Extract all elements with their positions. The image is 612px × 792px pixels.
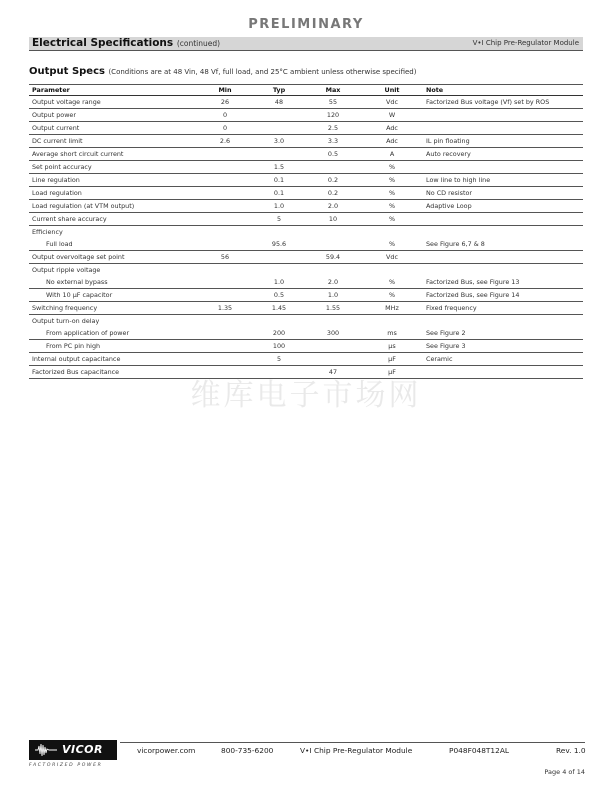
cell-parameter: No external bypass [29,276,197,289]
cell-max: 2.5 [305,122,361,135]
cell-note: Adaptive Loop [423,200,583,213]
cell-max [305,340,361,353]
cell-unit [361,315,423,328]
cell-parameter: Current share accuracy [29,213,197,226]
cell-unit: µs [361,340,423,353]
cell-parameter: Efficiency [32,228,63,236]
cell-unit: MHz [361,302,423,315]
cell-max: 0.2 [305,187,361,200]
cell-parameter: Factorized Bus capacitance [29,366,197,379]
cell-max: 10 [305,213,361,226]
cell-unit: % [361,213,423,226]
cell-max: 47 [305,366,361,379]
cell-min: 56 [197,251,253,264]
cell-max: 120 [305,109,361,122]
cell-note: See Figure 2 [423,327,583,340]
cell-typ: 100 [253,340,305,353]
cell-min: 0 [197,109,253,122]
cell-unit: Adc [361,135,423,148]
cell-max: 3.3 [305,135,361,148]
cell-typ [253,226,305,239]
cell-typ: 1.0 [253,200,305,213]
cell-unit [361,264,423,277]
cell-min [197,238,253,251]
output-specs-heading [29,66,416,77]
footer-phone: 800-735-6200 [221,746,274,755]
cell-min [197,327,253,340]
table-row [29,122,583,135]
footer-rule [120,742,585,743]
footer-website: vicorpower.com [137,746,196,755]
cell-unit: % [361,187,423,200]
cell-typ: 48 [253,96,305,109]
cell-typ [253,264,305,277]
cell-typ: 1.5 [253,161,305,174]
table-row [29,187,583,200]
cell-unit: ms [361,327,423,340]
table-row [29,353,583,366]
vicor-logo [29,740,117,760]
cell-typ: 1.0 [253,276,305,289]
cell-typ: 95.6 [253,238,305,251]
cell-min: 1.35 [197,302,253,315]
table-row [29,109,583,122]
table-row [29,161,583,174]
cell-unit: % [361,238,423,251]
cell-unit: % [361,276,423,289]
cell-parameter: With 10 µF capacitor [29,289,197,302]
cell-typ: 5 [253,213,305,226]
table-row [29,340,583,353]
cell-note: See Figure 6,7 & 8 [423,238,583,251]
cell-min [197,276,253,289]
cell-note: Factorized Bus, see Figure 14 [423,289,583,302]
table-row [29,315,583,328]
cell-max [305,264,361,277]
column-header-min: Min [197,85,253,96]
cell-parameter: Load regulation (at VTM output) [29,200,197,213]
cell-min [197,187,253,200]
cell-typ: 0.1 [253,174,305,187]
cell-note [423,226,583,239]
cell-note [423,161,583,174]
table-row [29,302,583,315]
table-row [29,289,583,302]
cell-typ: 0.5 [253,289,305,302]
cell-unit: A [361,148,423,161]
column-header-typ: Typ [253,85,305,96]
cell-max: 2.0 [305,200,361,213]
footer-revision: Rev. 1.0 [556,746,586,755]
cell-parameter: Line regulation [29,174,197,187]
cell-parameter: Load regulation [29,187,197,200]
cell-note: No CD resistor [423,187,583,200]
cell-max [305,238,361,251]
cell-min [197,340,253,353]
cell-note: Factorized Bus voltage (Vf) set by ROS [423,96,583,109]
cell-unit: % [361,200,423,213]
table-row [29,200,583,213]
section-title-text: Electrical Specifications [32,37,174,49]
cell-unit: µF [361,353,423,366]
cell-note: Fixed frequency [423,302,583,315]
cell-min [197,289,253,302]
cell-max: 300 [305,327,361,340]
section-right-label: V•I Chip Pre-Regulator Module [472,39,579,47]
cell-min [197,174,253,187]
cell-min: 2.6 [197,135,253,148]
table-row [29,213,583,226]
cell-typ [253,148,305,161]
cell-max: 59.4 [305,251,361,264]
cell-parameter: Full load [29,238,197,251]
table-row [29,96,583,109]
cell-typ [253,315,305,328]
column-header-note: Note [423,85,583,96]
table-row [29,226,583,239]
cell-unit [361,226,423,239]
cell-typ: 1.45 [253,302,305,315]
cell-typ: 3.0 [253,135,305,148]
cell-typ: 5 [253,353,305,366]
output-specs-title: Output Specs [29,66,105,77]
cell-unit: µF [361,366,423,379]
cell-note: IL pin floating [423,135,583,148]
column-header-unit: Unit [361,85,423,96]
table-row [29,135,583,148]
cell-min: 0 [197,122,253,135]
logo-text: VICOR [62,743,103,756]
cell-parameter: Output voltage range [29,96,197,109]
table-row [29,148,583,161]
cell-note: See Figure 3 [423,340,583,353]
cell-min [197,226,253,239]
table-row [29,276,583,289]
output-specs-table [29,84,583,379]
cell-note [423,122,583,135]
cell-min [197,264,253,277]
cell-min [197,200,253,213]
column-header-parameter: Parameter [29,85,197,96]
cell-unit: W [361,109,423,122]
cell-max [305,226,361,239]
cell-parameter: Output turn-on delay [32,317,100,325]
table-row [29,327,583,340]
cell-typ [253,122,305,135]
cell-parameter: Output overvoltage set point [29,251,197,264]
cell-note [423,251,583,264]
cell-note: Low line to high line [423,174,583,187]
cell-min [197,161,253,174]
cell-typ [253,109,305,122]
table-row [29,264,583,277]
cell-typ: 0.1 [253,187,305,200]
cell-unit: % [361,289,423,302]
table-row [29,174,583,187]
cell-min: 26 [197,96,253,109]
cell-parameter: Switching frequency [29,302,197,315]
cell-parameter: Output ripple voltage [32,266,101,274]
cell-max [305,315,361,328]
cell-parameter: Average short circuit current [29,148,197,161]
table-header-row [29,85,583,96]
section-header-bar [29,37,583,51]
table-row [29,251,583,264]
cell-unit: Vdc [361,96,423,109]
cell-max: 0.5 [305,148,361,161]
cell-note [423,213,583,226]
cell-parameter: Output power [29,109,197,122]
cell-note [423,315,583,328]
cell-parameter: DC current limit [29,135,197,148]
cell-note: Auto recovery [423,148,583,161]
cell-max: 55 [305,96,361,109]
cell-typ [253,251,305,264]
cell-unit: % [361,161,423,174]
cell-max [305,161,361,174]
table-row [29,238,583,251]
cell-max: 1.0 [305,289,361,302]
cell-parameter: From PC pin high [29,340,197,353]
cell-unit: Adc [361,122,423,135]
section-title [32,37,220,49]
cell-note: Ceramic [423,353,583,366]
cell-min [197,315,253,328]
logo-waveform-icon [35,743,57,757]
column-header-max: Max [305,85,361,96]
cell-note: Factorized Bus, see Figure 13 [423,276,583,289]
cell-typ: 200 [253,327,305,340]
cell-min [197,148,253,161]
section-subtitle: (continued) [176,39,221,48]
cell-min [197,353,253,366]
cell-parameter: Internal output capacitance [29,353,197,366]
cell-unit: Vdc [361,251,423,264]
footer-product: V•I Chip Pre-Regulator Module [300,746,413,755]
cell-parameter: Output current [29,122,197,135]
watermark-text: 维库电子市场网 [190,378,422,413]
cell-unit: % [361,174,423,187]
output-specs-conditions: (Conditions are at 48 Vin, 48 Vf, full load, and 25°C ambient unless otherwise specified) [108,68,417,76]
footer-part-number: P048F048T12AL [449,746,510,755]
cell-max: 0.2 [305,174,361,187]
cell-max [305,353,361,366]
cell-min [197,213,253,226]
logo-tagline: FACTORIZED POWER [29,763,103,768]
cell-note [423,109,583,122]
cell-max: 2.0 [305,276,361,289]
cell-parameter: Set point accuracy [29,161,197,174]
page-number: Page 4 of 14 [544,768,585,776]
cell-max: 1.55 [305,302,361,315]
preliminary-banner: PRELIMINARY [248,17,364,32]
cell-note [423,264,583,277]
cell-parameter: From application of power [29,327,197,340]
